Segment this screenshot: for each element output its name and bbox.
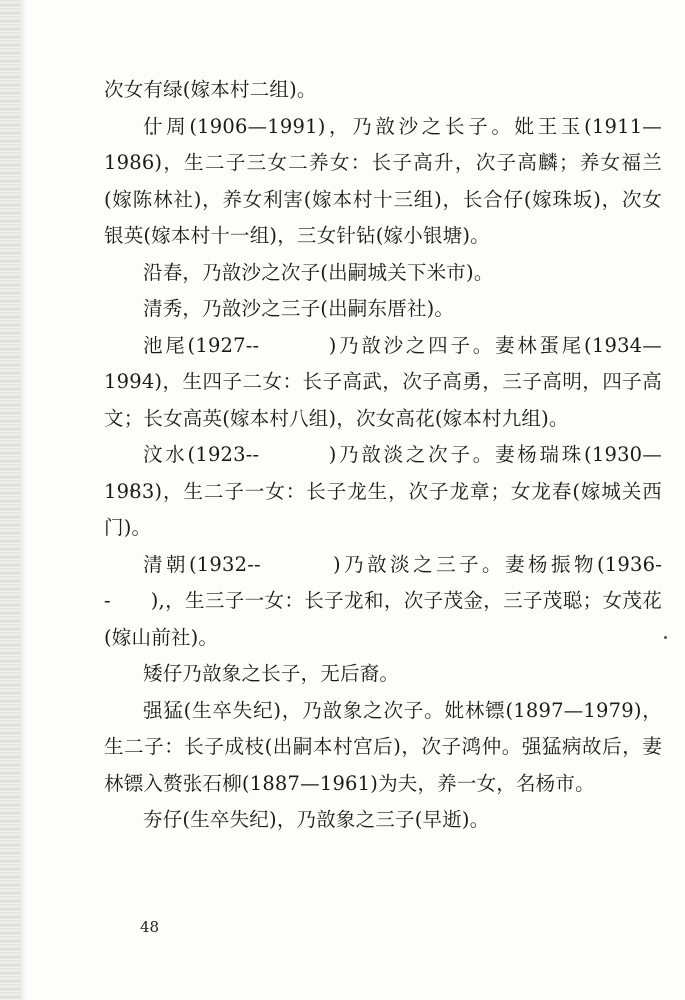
scan-speck [664,636,667,639]
paragraph-10: 夯仔(生卒失纪)，乃敨象之三子(早逝)。 [143,808,490,831]
paragraph-1: 次女有绿(嫁本村二组)。 [104,78,317,101]
page-number: 48 [140,918,160,936]
paragraph-3: 沿春，乃敨沙之次子(出嗣城关下米市)。 [143,260,494,284]
paragraph-2: 什周(1906—1991)，乃敨沙之长子。妣王玉(1911—1986)，生二子三女二养女：长子高升，次子高麟；养女福兰(嫁陈林社)，养女利害(嫁本村十三组)，长合仔(嫁珠坂)，次女银英(嫁本村十一组)，三女针钻(嫁小银塘)。 [104,114,662,247]
paragraph-6: 汶水(1923-- )乃敨淡之次子。妻杨瑞珠(1930—1983)，生二子一女：长子龙生，次子龙章；女龙春(嫁城关西门)。 [104,443,662,539]
paragraph-7: 清朝(1932-- )乃敨淡之三子。妻杨振物(1936-- ),，生三子一女：长子龙和，次子茂金，三子茂聪；女茂花(嫁山前社)。 [104,552,662,649]
paragraph-5: 池尾(1927-- )乃敨沙之四子。妻林蛋尾(1934—1994)，生四子二女：长子高武，次子高勇，三子高明，四子高文；长女高英(嫁本村八组)，次女高花(嫁本村九组)。 [104,333,662,430]
scan-edge-gradient [20,0,26,1000]
document-body [104,72,662,839]
paragraph-9: 强猛(生卒失纪)，乃敨象之次子。妣林镖(1897—1979)，生二子：长子成枝(出嗣本村宫后)，次子鸿仲。强猛病故后，妻林镖入赘张石柳(1887—1961)为夫，养一女，名杨市。 [104,698,662,795]
paragraph-4: 清秀，乃敨沙之三子(出嗣东厝社)。 [143,297,455,320]
paragraph-8: 矮仔乃敨象之长子，无后裔。 [143,662,400,685]
scan-edge-shadow [0,0,20,1000]
